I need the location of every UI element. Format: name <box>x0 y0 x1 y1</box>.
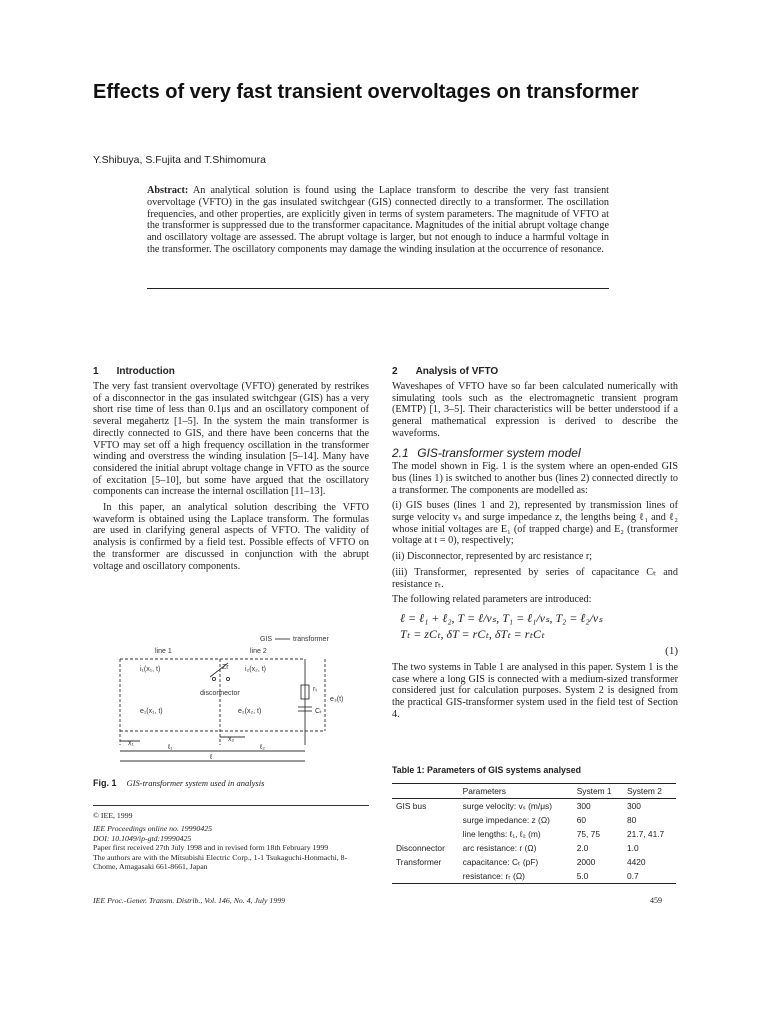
fig-l-label: ℓ <box>210 754 213 761</box>
table-row <box>392 813 676 827</box>
table-cell: surge impedance: z (Ω) <box>462 815 550 825</box>
section-1-paragraph-2: In this paper, an analytical solution describing the VFTO waveform is obtained using the Laplace transform. The formulas are used in clarifying general aspects of VFTO. The validity of analysis is confirmed by a field test. Possible effects of VFTO on the transformer are discussed in conjunction with the abrupt voltage and oscillatory components. <box>93 502 369 572</box>
footnote-divider <box>93 805 369 806</box>
footnote-affiliation: The authors are with the Mitsubishi Electric Corp., 1-1 Tsukaguchi-Honmachi, 8-Chome, Amagasaki 661-8661, Japan <box>93 852 348 872</box>
section-1-body <box>93 381 369 576</box>
component-item-1: (i) GIS buses (lines 1 and 2), represented by transmission lines of surge velocity vₛ and surge impedance z, the lengths being ℓ₁ and ℓ₂ whose initial voltages are E₁ (of trapped charge) and E₂ (transformer voltage at t = 0), respectively; <box>392 500 678 547</box>
table-cell: Transformer <box>396 857 442 867</box>
table-1-caption: Table 1: Parameters of GIS systems analysed <box>392 765 582 775</box>
paper-title: Effects of very fast transient overvoltages on transformer <box>93 81 639 103</box>
figure-1-caption-text: GIS-transformer system used in analysis <box>126 778 265 788</box>
section-2-title: Analysis of VFTO <box>415 366 499 377</box>
table-cell: Disconnector <box>396 843 445 853</box>
fig-line2-label: line 2 <box>250 648 267 655</box>
fig-rt-label: rₜ <box>313 686 318 693</box>
table-cell <box>392 827 459 841</box>
table-cell: 80 <box>626 815 637 825</box>
fig-e2-label: e₂(x₂, t) <box>238 708 262 715</box>
figure-1-label: Fig. 1 <box>93 778 117 788</box>
footnotes <box>93 811 371 871</box>
table-cell: 0.7 <box>623 869 676 884</box>
section-2-paragraph-3: The following related parameters are introduced: <box>392 594 592 606</box>
equation-1-line-1: ℓ = ℓ₁ + ℓ₂, T = ℓ/vₛ, T₁ = ℓ₁/vₛ, T₂ = ℓ₂/vₛ <box>400 610 603 625</box>
table-cell <box>392 869 459 884</box>
section-2-number: 2 <box>392 366 398 377</box>
section-2-heading <box>392 361 678 379</box>
equation-1-line-2: Tₜ = zCₜ, δT = rCₜ, δTₜ = rₜCₜ <box>400 626 545 641</box>
table-cell: surge velocity: vₛ (m/μs) <box>462 801 553 811</box>
component-item-2: (ii) Disconnector, represented by arc resistance r; <box>392 551 593 563</box>
table-header-cell <box>392 784 459 799</box>
table-header-cell: Parameters <box>459 784 573 799</box>
table-cell: 5.0 <box>573 869 623 884</box>
table-cell <box>392 813 459 827</box>
table-cell: 1.0 <box>626 843 639 853</box>
table-row <box>392 869 676 884</box>
fig-gis-label: GIS <box>260 636 273 643</box>
section-1-number: 1 <box>93 366 99 377</box>
abstract-text: An analytical solution is found using the Laplace transform to describe the very fast transient overvoltage (VFTO) in the gas insulated switchgear (GIS) connected directly to a transformer. The oscillation frequencies, and other properties, are explicitly given in terms of system parameters. The magnitude of VFTO at the transformer is suppressed due to the transformer capacitance. Magnitudes of the initial abrupt voltage change and oscillatory voltage are assessed. The abrupt voltage is larger, but not enough to induce a harmful voltage in the transformer. The oscillatory components may damage the winding insulation at the occurrence of resonance. <box>147 185 609 255</box>
footnote-proceedings: IEE Proceedings online no. 19990425 <box>93 824 213 834</box>
table-cell: arc resistance: r (Ω) <box>462 843 537 853</box>
section-2-paragraph-1: Waveshapes of VFTO have so far been calculated numerically with simulating tools such as the electromagnetic transient program (EMTP) [1, 3–5]. Their characteristics will be better understood if a general mathematical expression is derived to describe the waveforms. <box>392 381 678 439</box>
journal-footer: IEE Proc.-Gener. Transm. Distrib., Vol. 146, No. 4, July 1999 <box>93 896 286 905</box>
subsection-2-1-heading <box>392 445 678 461</box>
subsection-2-1-title: GIS-transformer system model <box>417 445 581 460</box>
table-1 <box>392 783 676 884</box>
fig-x2-label: x₂ <box>228 736 235 743</box>
equation-1-number: (1) <box>665 644 678 657</box>
authors: Y.Shibuya, S.Fujita and T.Shimomura <box>93 154 266 166</box>
table-cell: capacitance: Cₜ (pF) <box>462 857 539 867</box>
table-row <box>392 827 676 841</box>
fig-zr-label: Zr <box>222 664 229 671</box>
table-cell: 60 <box>576 815 587 825</box>
footnote-copyright: © IEE, 1999 <box>93 811 133 820</box>
section-1-paragraph-1: The very fast transient overvoltage (VFTO) generated by restrikes of a disconnector in the gas insulated switchgear (GIS) has a very short rise time of less than 0.1μs and an oscillatory component of several megahertz [1–5]. In the system the main transformer is directly connected to GIS, and there have been concerns that the VFTO may set off a high frequency oscillation in the transformer winding and overstress the winding insulation [5–14]. Many have considered the initial abrupt voltage change in VFTO as the source of excitation [5–10], but some have argued that the oscillatory components can increase the internal oscillation [11–13]. <box>93 381 369 498</box>
table-cell: 2000 <box>576 857 596 867</box>
fig-l1-label: ℓ₁ <box>168 744 173 751</box>
section-2-body <box>392 381 678 724</box>
table-header-cell: System 2 <box>623 784 676 799</box>
fig-line1-label: line 1 <box>155 648 172 655</box>
abstract-label: Abstract: <box>147 185 189 196</box>
figure-1-schematic <box>110 633 360 765</box>
section-1-heading <box>93 361 369 379</box>
footnote-doi: DOI: 10.1049/ip-gtd:19990425 <box>93 833 192 843</box>
footnote-received: Paper first received 27th July 1998 and in revised form 18th February 1999 <box>93 843 329 853</box>
fig-ct-label: Cₜ <box>315 708 323 715</box>
table-row <box>392 855 676 869</box>
fig-i1-label: i₁(x₁, t) <box>140 666 161 673</box>
table-row <box>392 799 676 814</box>
fig-disconnector-label: disconnector <box>200 690 240 697</box>
table-row <box>392 841 676 855</box>
table-cell: 2.0 <box>576 843 589 853</box>
fig-transformer-label: transformer <box>293 636 329 643</box>
table-cell: 75, 75 <box>576 829 600 839</box>
table-header-cell: System 1 <box>573 784 623 799</box>
equation-1-line-2-row <box>392 626 678 644</box>
subsection-2-1-number: 2.1 <box>392 445 409 460</box>
section-1-title: Introduction <box>116 366 175 377</box>
table-cell: 21.7, 41.7 <box>626 829 665 839</box>
abstract <box>147 185 609 256</box>
figure-1-caption <box>93 773 369 791</box>
table-cell: line lengths: ℓ₁, ℓ₂ (m) <box>462 829 541 839</box>
section-2-paragraph-2: The model shown in Fig. 1 is the system where an open-ended GIS bus (lines 1) is switched to another bus (lines 2) connected directly to a transformer. The components are modelled as: <box>392 461 678 496</box>
component-item-3: (iii) Transformer, represented by series of capacitance Cₜ and resistance rₜ. <box>392 566 678 590</box>
abstract-divider <box>147 288 609 289</box>
table-cell: 300 <box>576 801 591 811</box>
fig-e1-label: e₁(x₁, t) <box>140 708 163 715</box>
page-number: 459 <box>650 896 662 905</box>
fig-e3-label: e₃(t) <box>330 696 344 703</box>
table-cell: GIS bus <box>396 801 427 811</box>
fig-l2-label: ℓ₂ <box>260 744 265 751</box>
section-2-paragraph-4: The two systems in Table 1 are analysed in this paper. System 1 is the case where a long GIS is connected with a medium-sized transformer considered just for calculation purposes. System 2 is designed from the practical GIS-transformer system used in the field test of Section 4. <box>392 661 678 720</box>
table-cell: 4420 <box>626 857 646 867</box>
table-header-row <box>392 784 676 799</box>
fig-i2-label: i₂(x₂, t) <box>245 666 266 673</box>
fig-x1-label: x₁ <box>128 740 134 747</box>
table-cell: 300 <box>626 801 641 811</box>
table-cell: resistance: rₜ (Ω) <box>459 869 573 884</box>
